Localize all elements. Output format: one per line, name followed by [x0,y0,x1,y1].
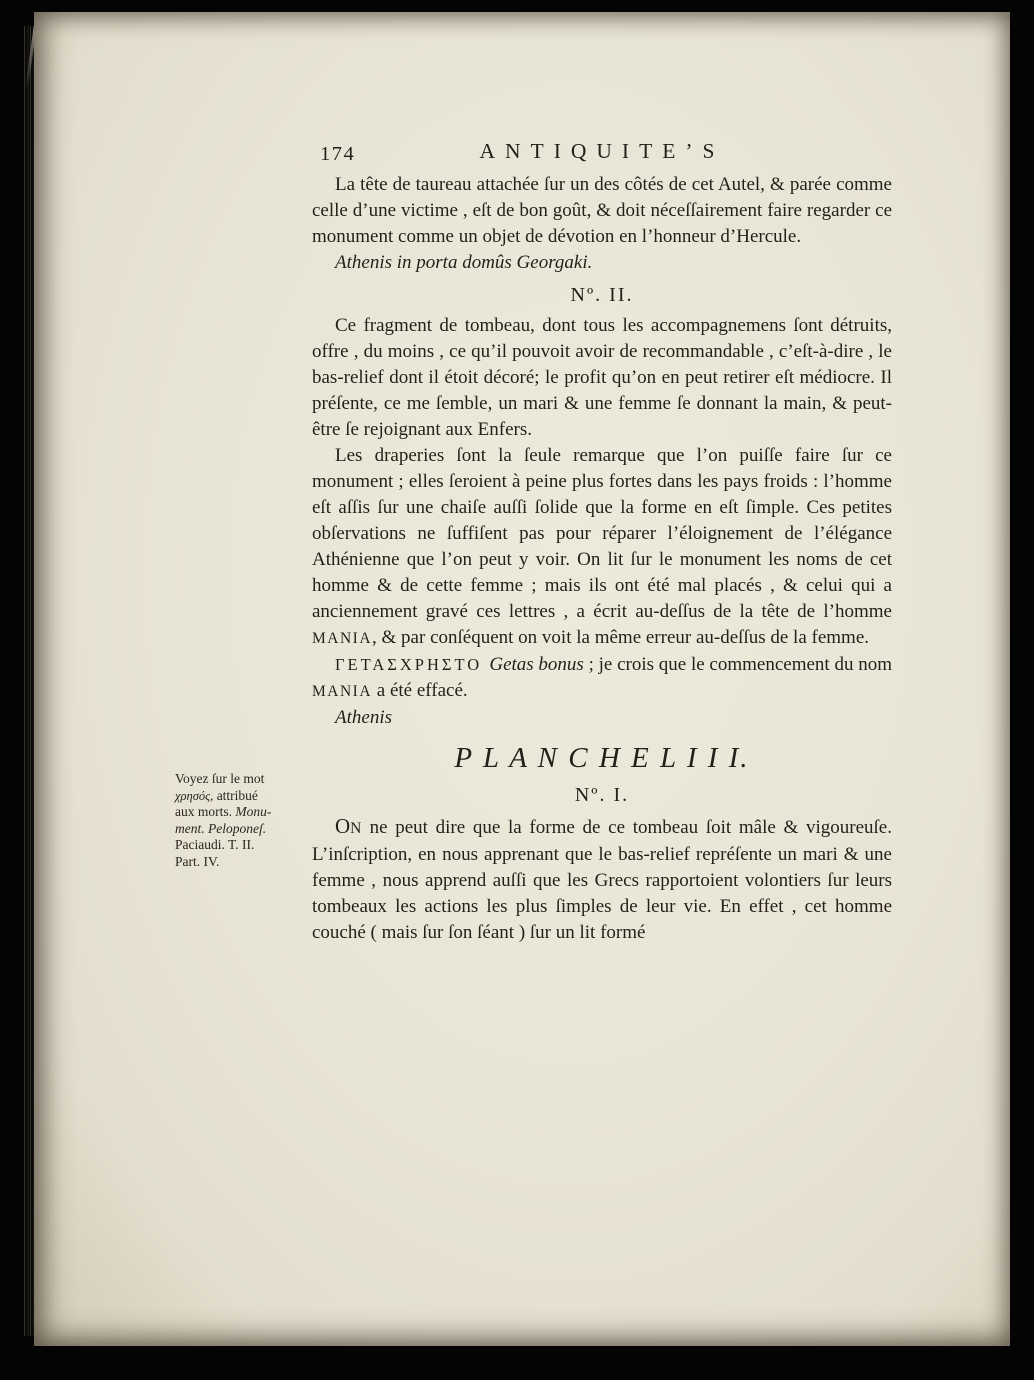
paragraph-5 [312,813,892,946]
paragraph-5-lead-smallcap: N [350,820,362,837]
paragraph-1 [312,172,892,250]
plate-heading: P L A N C H E L I I I. [454,742,750,774]
margin-note-line-4-italic: ment. Peloponeſ. [175,820,267,836]
margin-note-line-6-text: Part. IV. [175,853,220,869]
athenis-line-1 [312,250,892,276]
margin-note-line-4 [175,821,315,838]
smallcaps-mania-1: MANIA [312,630,373,647]
margin-note-line-1 [175,771,315,788]
greek-inscription: ΓΕΤΑΣΧΡΗΣΤΟ [335,655,490,674]
athenis-line-2-text: Athenis [335,707,392,728]
margin-note-line-1-text: Voyez ſur le mot [175,771,265,786]
paragraph-5-lead-capital: O [335,814,351,838]
paragraph-3-text-a: Les draperies ſont la ſeule remarque que l’on puiſſe faire ſur ce monument ; elles ſeroient à peine plus fortes dans les pays froids : l’homme eſt aſſis ſur une chaiſe auſſi ſolide que la forme en eſt ſimple. Ces petites obſervations ne ſuffiſent pas pour réparer l’éloignement de l’élégance Athénienne que l’on peut y voir. On lit ſur le monument les noms de cet homme & de cette femme ; mais ils ont été mal placés , & celui qui a anciennement gravé ces lettres , a écrit au-deſſus de la tête de l’homme [312,445,892,622]
margin-note-line-5 [175,837,315,854]
margin-note-line-5-text: Paciaudi. T. II. [175,837,255,853]
margin-note [175,771,315,871]
smallcaps-mania-2: MANIA [312,683,373,700]
section-heading-no2: Nº. II. [570,284,634,306]
athenis-line-1-text: Athenis in porta domûs Georgaki. [335,252,593,273]
page-number: 174 [320,143,356,165]
paragraph-4 [312,652,892,705]
athenis-line-2 [312,705,892,731]
margin-note-line-2 [175,788,315,805]
paragraph-5-text: ne peut dire que la forme de ce tombeau ſoit mâle & vigoureuſe. L’inſcription, en nous apprenant que le bas-relief repréſente un mari & une femme , nous apprend auſſi que les Grecs rapportoient volontiers ſur leurs tombeaux les actions les plus ſimples de leur vie. En effet , cet homme couché ( mais ſur ſon ſéant ) ſur un lit formé [312,817,892,943]
paragraph-4-text-c: a été effacé. [372,680,468,701]
text-column [312,172,892,946]
paragraph-3-text-b: , & par conſéquent on voit la même erreur au-deſſus de la femme. [372,627,870,648]
margin-note-line-3-text: aux morts. [175,804,236,820]
margin-note-greek-word: χρησός, [175,788,214,803]
section-heading-no1: Nº. I. [574,784,630,806]
margin-note-line-3-italic: Monu- [235,804,272,820]
margin-note-line-2-text: attribué [213,787,258,803]
running-head: ANTIQUITE’S [479,139,725,163]
margin-note-line-6 [175,854,315,871]
margin-note-line-3 [175,804,315,821]
paragraph-2-text: Ce fragment de tombeau, dont tous les accompagnemens ſont détruits, offre , du moins , ce qu’il pouvoit avoir de recommandable , c’eſt-à-dire , le bas-relief dont il étoit décoré; le profit qu’on en peut retirer eſt médiocre. Il préſente, ce me ſemble, un mari & une femme ſe donnant la main, & peut-être ſe rejoignant aux Enfers. [312,315,892,440]
paragraph-3 [312,443,892,652]
paragraph-1-text: La tête de taureau attachée ſur un des côtés de cet Autel, & parée comme celle d’une victime , eſt de bon goût, & doit néceſſairement faire regarder ce monument comme un objet de dévotion en l’honneur d’Hercule. [312,174,892,247]
book-page [34,12,1010,1346]
paragraph-4-text-b: ; je crois que le commencement du nom [583,654,892,675]
paragraph-2 [312,313,892,443]
latin-translation: Getas bonus [489,654,584,675]
